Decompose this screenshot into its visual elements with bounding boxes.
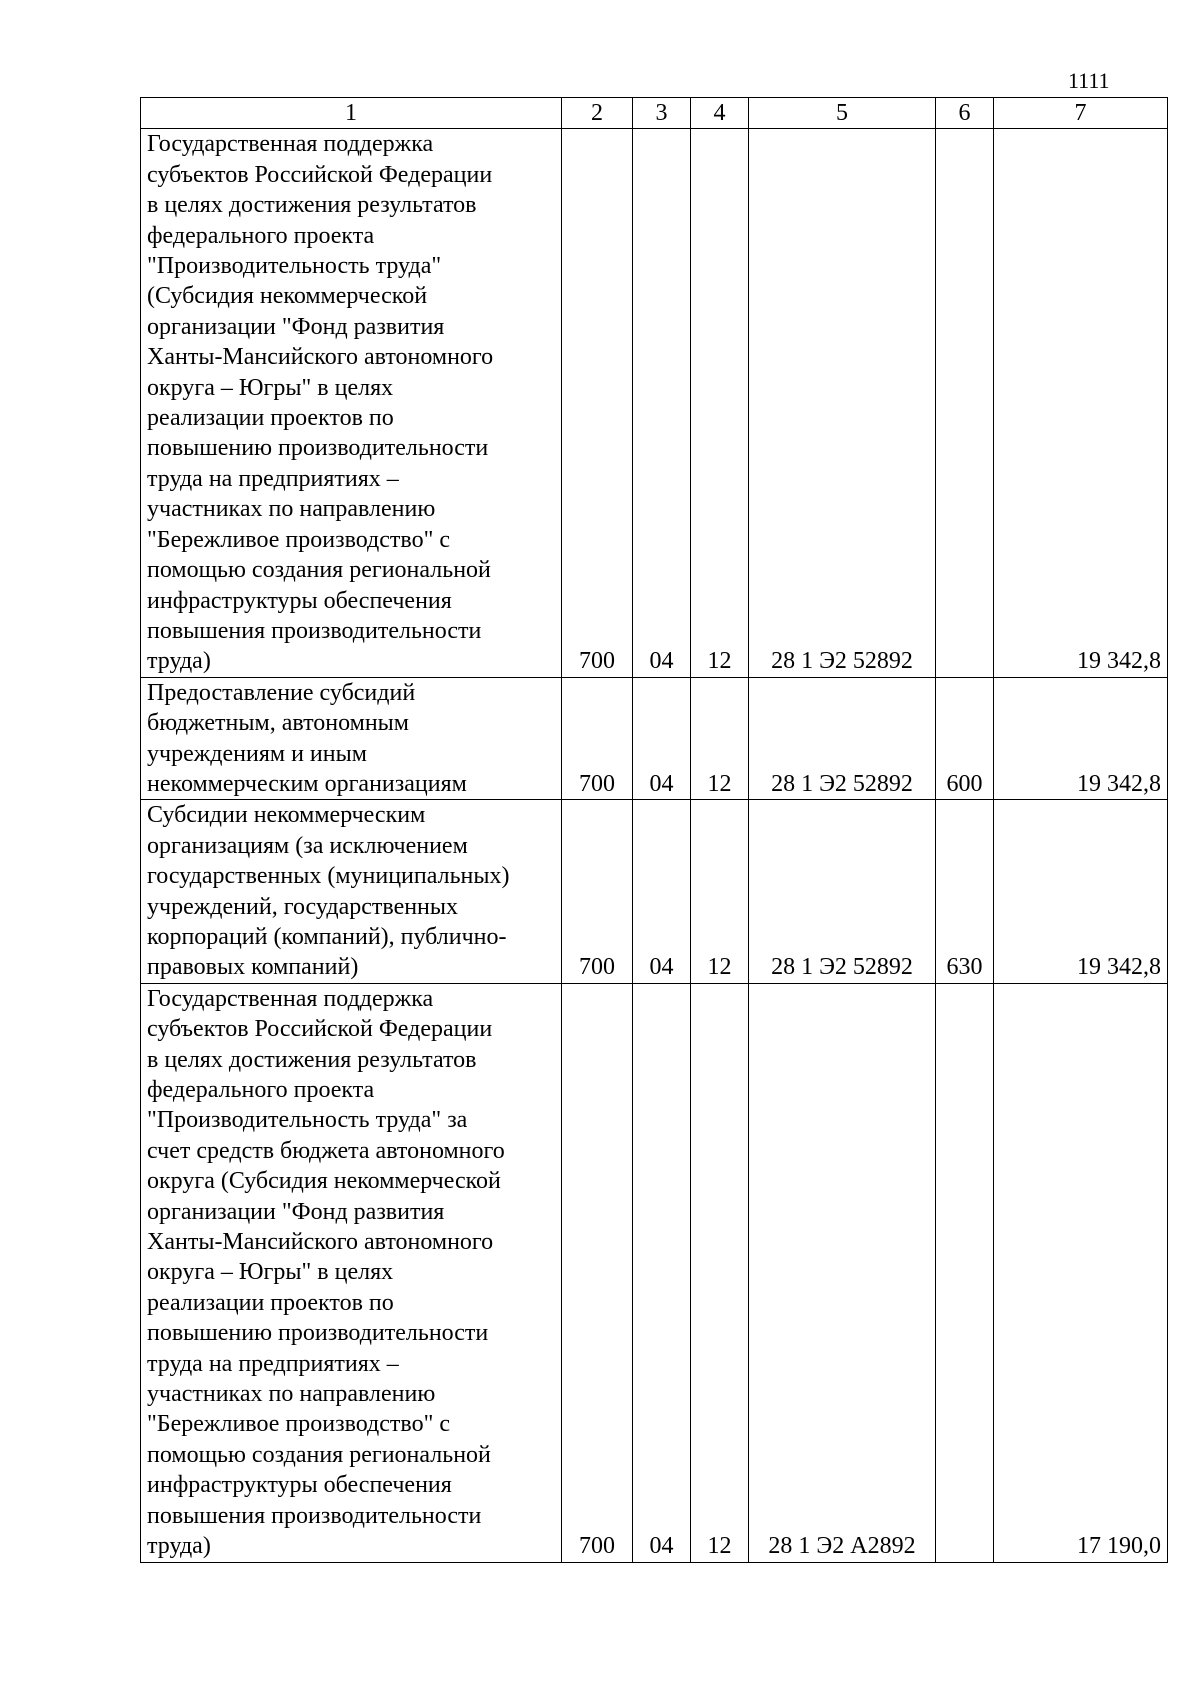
- header-row: [141, 98, 1168, 129]
- row-name-text: Государственная поддержка субъектов Российской Федерации в целях достижения результатов федерального проекта "Производительность труда" за счет средств бюджета автономного округа (Субсидия некоммерческой организации "Фонд развития Ханты-Мансийского автономного округа – Югры" в целях реализации проектов по повышению производительности труда на предприятиях – участниках по направлению "Бережливое производство" с помощью создания региональной инфраструктуры обеспечения повышения производительности труда): [147, 985, 505, 1560]
- section-code-cell: 700: [562, 677, 633, 800]
- subsection-code-cell: 12: [691, 800, 749, 983]
- row-name-cell: [141, 800, 562, 983]
- target-article-cell: 28 1 Э2 52892: [749, 129, 936, 677]
- header-cell-1: 1: [141, 98, 562, 129]
- chapter-code-cell: 04: [633, 677, 691, 800]
- row-name-text: Предоставление субсидий бюджетным, автономным учреждениям и иным некоммерческим организациям: [147, 679, 467, 797]
- header-cell-2: 2: [562, 98, 633, 129]
- expense-type-cell: 600: [936, 677, 994, 800]
- row-name-text: Государственная поддержка субъектов Российской Федерации в целях достижения результатов федерального проекта "Производительность труда" (Субсидия некоммерческой организации "Фонд развития Ханты-Мансийского автономного округа – Югры" в целях реализации проектов по повышению производительности труда на предприятиях – участниках по направлению "Бережливое производство" с помощью создания региональной инфраструктуры обеспечения повышения производительности труда): [147, 131, 494, 675]
- table-row: [141, 983, 1168, 1562]
- amount-cell: 17 190,0: [994, 983, 1168, 1562]
- budget-table: [140, 97, 1168, 1563]
- header-cell-3: 3: [633, 98, 691, 129]
- page-number: 1111: [1068, 68, 1110, 93]
- header-cell-7: 7: [994, 98, 1168, 129]
- row-name-cell: [141, 677, 562, 800]
- subsection-code-cell: 12: [691, 983, 749, 1562]
- expense-type-cell: 630: [936, 800, 994, 983]
- expense-type-cell: [936, 129, 994, 677]
- subsection-code-cell: 12: [691, 129, 749, 677]
- header-cell-6: 6: [936, 98, 994, 129]
- chapter-code-cell: 04: [633, 983, 691, 1562]
- target-article-cell: 28 1 Э2 52892: [749, 800, 936, 983]
- subsection-code-cell: 12: [691, 677, 749, 800]
- amount-cell: 19 342,8: [994, 677, 1168, 800]
- table-row: [141, 800, 1168, 983]
- table-row: [141, 129, 1168, 677]
- section-code-cell: 700: [562, 129, 633, 677]
- section-code-cell: 700: [562, 800, 633, 983]
- section-code-cell: 700: [562, 983, 633, 1562]
- header-cell-5: 5: [749, 98, 936, 129]
- row-name-cell: [141, 983, 562, 1562]
- chapter-code-cell: 04: [633, 800, 691, 983]
- amount-cell: 19 342,8: [994, 129, 1168, 677]
- row-name-text: Субсидии некоммерческим организациям (за исключением государственных (муниципальных) учреждений, государственных корпораций (компаний), публично- правовых компаний): [147, 802, 510, 981]
- header-cell-4: 4: [691, 98, 749, 129]
- chapter-code-cell: 04: [633, 129, 691, 677]
- target-article-cell: 28 1 Э2 А2892: [749, 983, 936, 1562]
- table-row: [141, 677, 1168, 800]
- row-name-cell: [141, 129, 562, 677]
- expense-type-cell: [936, 983, 994, 1562]
- target-article-cell: 28 1 Э2 52892: [749, 677, 936, 800]
- amount-cell: 19 342,8: [994, 800, 1168, 983]
